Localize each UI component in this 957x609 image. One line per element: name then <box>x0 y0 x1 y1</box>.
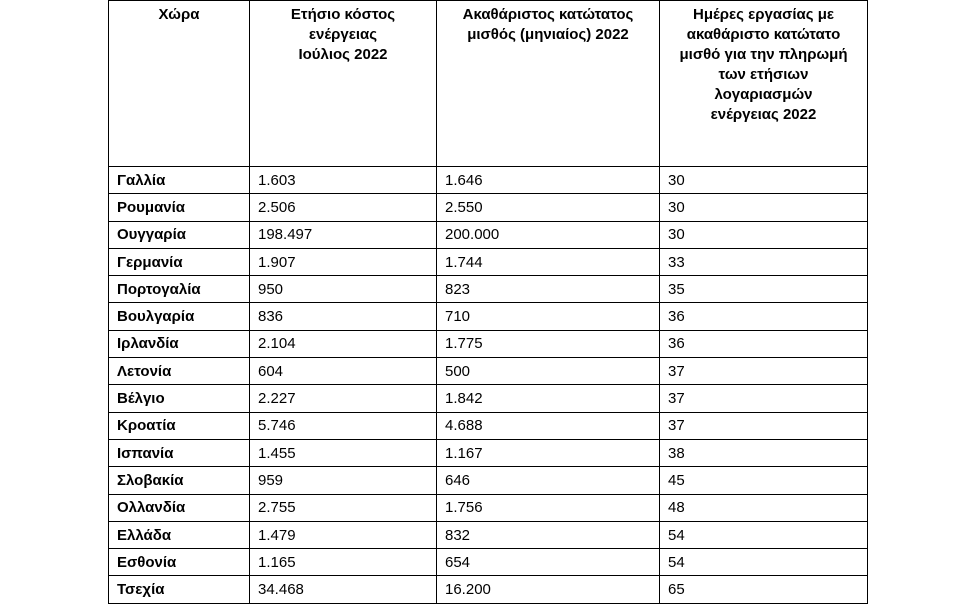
cell-annual-energy-cost: 5.746 <box>250 412 437 439</box>
cell-country: Ρουμανία <box>109 194 250 221</box>
table-row <box>109 412 868 439</box>
cell-annual-energy-cost: 604 <box>250 358 437 385</box>
header-line: των ετήσιων <box>718 66 809 83</box>
cell-annual-energy-cost: 1.455 <box>250 439 437 466</box>
header-line: Χώρα <box>158 6 200 23</box>
cell-gross-min-wage: 1.842 <box>437 385 660 412</box>
cell-annual-energy-cost: 1.603 <box>250 167 437 194</box>
header-work-days <box>660 1 868 167</box>
cell-country: Ολλανδία <box>109 494 250 521</box>
cell-work-days: 30 <box>660 221 868 248</box>
cell-work-days: 48 <box>660 494 868 521</box>
cell-work-days: 54 <box>660 521 868 548</box>
cell-gross-min-wage: 500 <box>437 358 660 385</box>
cell-gross-min-wage: 832 <box>437 521 660 548</box>
cell-country: Βέλγιο <box>109 385 250 412</box>
cell-country: Ελλάδα <box>109 521 250 548</box>
cell-annual-energy-cost: 2.755 <box>250 494 437 521</box>
cell-gross-min-wage: 823 <box>437 276 660 303</box>
cell-gross-min-wage: 646 <box>437 467 660 494</box>
header-line: μισθός (μηνιαίος) 2022 <box>467 26 629 43</box>
cell-annual-energy-cost: 959 <box>250 467 437 494</box>
table-row <box>109 358 868 385</box>
header-line: ενέργειας 2022 <box>710 106 817 123</box>
table-header-row <box>109 1 868 167</box>
cell-gross-min-wage: 1.775 <box>437 330 660 357</box>
table-row <box>109 221 868 248</box>
table-row <box>109 576 868 603</box>
table-row <box>109 439 868 466</box>
header-line: Ιούλιος 2022 <box>298 46 388 63</box>
table-row <box>109 521 868 548</box>
cell-work-days: 35 <box>660 276 868 303</box>
cell-country: Ιρλανδία <box>109 330 250 357</box>
table-row <box>109 330 868 357</box>
cell-country: Πορτογαλία <box>109 276 250 303</box>
header-line: Ετήσιο κόστος <box>290 6 396 23</box>
cell-country: Τσεχία <box>109 576 250 603</box>
cell-country: Σλοβακία <box>109 467 250 494</box>
cell-work-days: 37 <box>660 385 868 412</box>
table-row <box>109 549 868 576</box>
header-country <box>109 1 250 167</box>
cell-work-days: 54 <box>660 549 868 576</box>
cell-work-days: 65 <box>660 576 868 603</box>
cell-country: Λετονία <box>109 358 250 385</box>
cell-work-days: 36 <box>660 330 868 357</box>
cell-work-days: 33 <box>660 248 868 275</box>
cell-work-days: 37 <box>660 412 868 439</box>
cell-annual-energy-cost: 198.497 <box>250 221 437 248</box>
cell-country: Ισπανία <box>109 439 250 466</box>
cell-country: Κροατία <box>109 412 250 439</box>
cell-country: Ουγγαρία <box>109 221 250 248</box>
cell-country: Εσθονία <box>109 549 250 576</box>
table-row <box>109 467 868 494</box>
cell-annual-energy-cost: 34.468 <box>250 576 437 603</box>
cell-annual-energy-cost: 1.479 <box>250 521 437 548</box>
header-line: μισθό για την πληρωμή <box>679 46 848 63</box>
cell-gross-min-wage: 1.167 <box>437 439 660 466</box>
cell-annual-energy-cost: 2.506 <box>250 194 437 221</box>
cell-gross-min-wage: 200.000 <box>437 221 660 248</box>
header-line: Ημέρες εργασίας με <box>692 6 835 23</box>
cell-country: Γερμανία <box>109 248 250 275</box>
table-row <box>109 167 868 194</box>
cell-annual-energy-cost: 1.165 <box>250 549 437 576</box>
cell-gross-min-wage: 710 <box>437 303 660 330</box>
cell-work-days: 30 <box>660 194 868 221</box>
header-line: ενέργειας <box>308 26 378 43</box>
table-row <box>109 494 868 521</box>
table-row <box>109 276 868 303</box>
cell-gross-min-wage: 4.688 <box>437 412 660 439</box>
cell-gross-min-wage: 16.200 <box>437 576 660 603</box>
header-line: ακαθάριστο κατώτατο <box>686 26 841 43</box>
cell-annual-energy-cost: 950 <box>250 276 437 303</box>
header-annual-energy-cost <box>250 1 437 167</box>
cell-annual-energy-cost: 836 <box>250 303 437 330</box>
cell-gross-min-wage: 1.646 <box>437 167 660 194</box>
cell-annual-energy-cost: 2.227 <box>250 385 437 412</box>
cell-work-days: 45 <box>660 467 868 494</box>
cell-work-days: 36 <box>660 303 868 330</box>
table-row <box>109 385 868 412</box>
header-gross-min-wage <box>437 1 660 167</box>
cell-country: Γαλλία <box>109 167 250 194</box>
cell-country: Βουλγαρία <box>109 303 250 330</box>
cell-gross-min-wage: 2.550 <box>437 194 660 221</box>
header-line: Ακαθάριστος κατώτατος <box>462 6 634 23</box>
cell-annual-energy-cost: 1.907 <box>250 248 437 275</box>
cell-gross-min-wage: 654 <box>437 549 660 576</box>
cell-work-days: 37 <box>660 358 868 385</box>
cell-work-days: 38 <box>660 439 868 466</box>
table-row <box>109 194 868 221</box>
table-row <box>109 303 868 330</box>
cell-work-days: 30 <box>660 167 868 194</box>
table-body <box>109 167 868 604</box>
header-line: λογαριασμών <box>714 86 813 103</box>
table-row <box>109 248 868 275</box>
cell-gross-min-wage: 1.756 <box>437 494 660 521</box>
cell-gross-min-wage: 1.744 <box>437 248 660 275</box>
energy-cost-table <box>108 0 868 604</box>
cell-annual-energy-cost: 2.104 <box>250 330 437 357</box>
